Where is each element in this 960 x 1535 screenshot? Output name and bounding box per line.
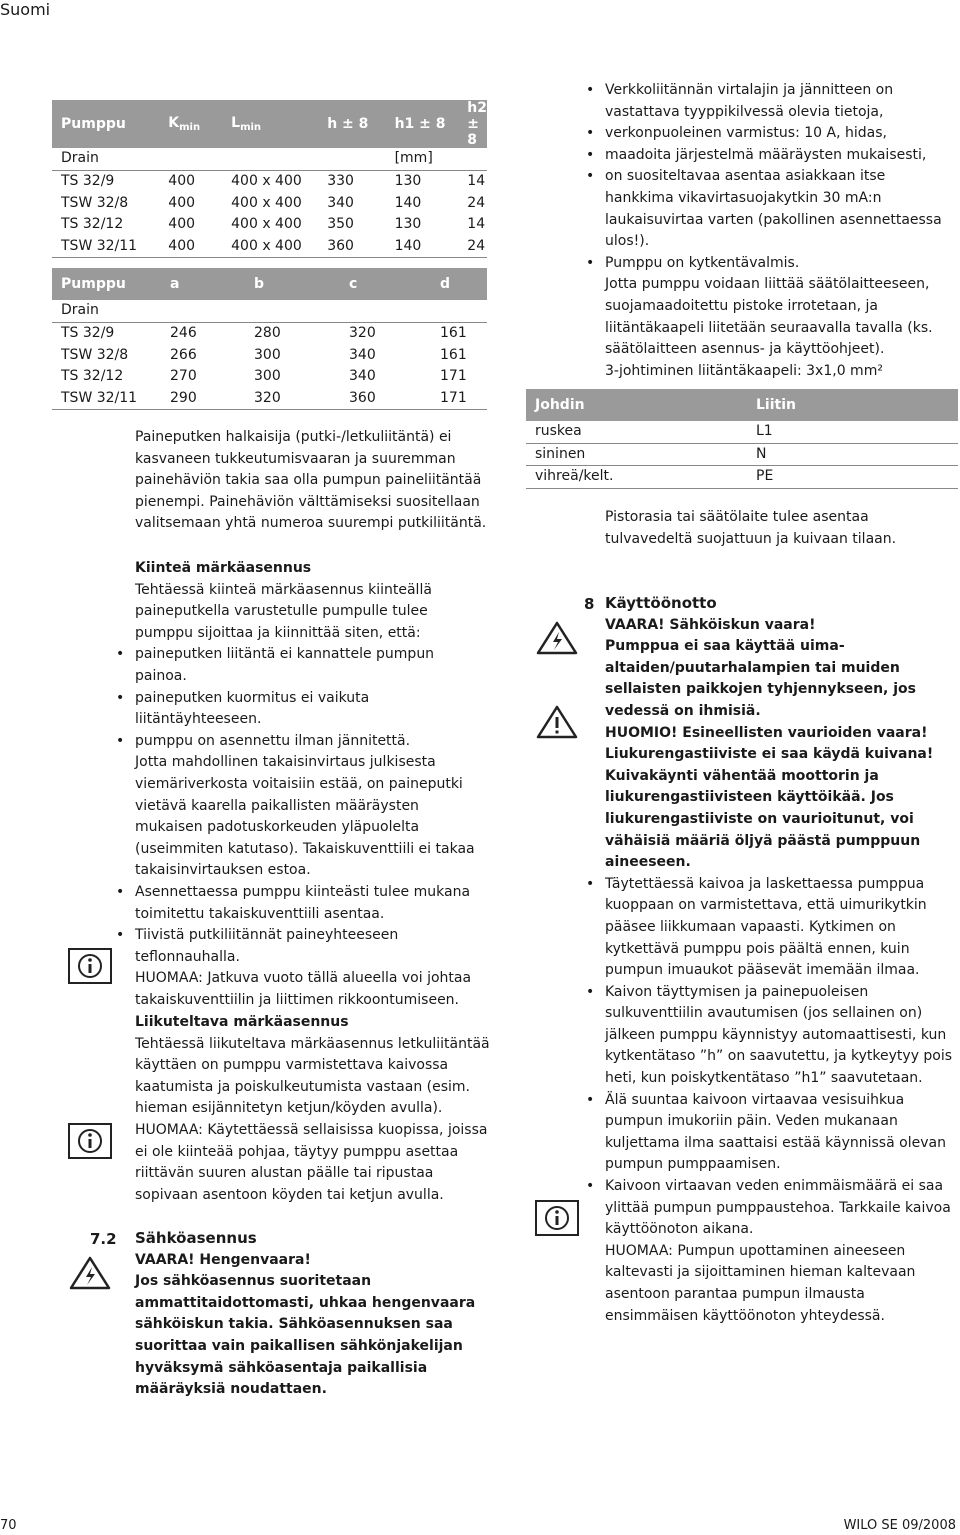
list-item: • Kaivoon virtaavan veden enimmäismäärä ei saa ylittää pumpun pumppaustehoa. Tarkkaile kaivoa käyttöönoton aikana.	[605, 1176, 955, 1241]
subsection-title: Liikuteltava märkäasennus	[135, 1014, 349, 1030]
table-header-row	[526, 389, 958, 421]
table-header-row	[52, 100, 487, 148]
table-row	[52, 366, 487, 388]
table-cell: 171	[440, 368, 467, 384]
list-item: • paineputken liitäntä ei kannattele pumpun painoa.	[135, 644, 490, 687]
table-cell: N	[747, 443, 958, 466]
warning-title: HUOMIO! Esineellisten vaurioiden vaara!	[605, 724, 928, 741]
table-cell: 340	[327, 194, 354, 211]
list-item: • Täytettäessä kaivoa ja laskettaessa pumppua kuoppaan on varmistettava, että uimurikytkin pääsee liikkumaan vapaasti. Kytkimen on kytkettävä pumppu pois päältä ennen, kuin pumpun imuaukot pääsevät imemään ilmaa.	[605, 874, 955, 982]
mobile-installation-section	[135, 1012, 490, 1206]
table-cell: 400	[168, 216, 196, 232]
dimensions-table-1	[52, 100, 487, 258]
table-cell: 400	[168, 173, 196, 189]
header-l-sub: min	[240, 122, 262, 133]
list-item-text: pumppu on asennettu ilman jännitettä.	[135, 732, 411, 749]
table-cell: 161	[440, 325, 467, 341]
table-cell: 400	[168, 194, 196, 211]
table-row	[526, 466, 958, 489]
list-item	[605, 253, 955, 383]
table-header-cell: h1 ± 8	[386, 100, 459, 148]
section-title: Käyttöönotto	[605, 594, 717, 612]
table-cell	[161, 300, 245, 323]
wire-connection-table	[526, 389, 958, 489]
table-cell: 330	[327, 173, 354, 189]
language-label: Suomi	[0, 0, 51, 19]
table-cell: 140	[386, 236, 459, 258]
table-cell: ruskea	[526, 421, 747, 443]
warning-text: Pumppua ei saa käyttää uima-altaiden/puutarhalampien tai muiden sellaisten paikkojen tyhjennykseen, jos vedessä on ihmisiä.	[605, 638, 916, 719]
table-row	[52, 236, 487, 258]
table-cell: L1	[747, 421, 958, 443]
warning-title: VAARA! Sähköiskun vaara!	[605, 616, 816, 633]
warning-icon	[535, 704, 579, 740]
table-header-cell: h ± 8	[318, 100, 385, 148]
table-row	[52, 148, 487, 171]
list-item: • paineputken kuormitus ei vaikuta liitäntäyhteeseen.	[135, 688, 490, 731]
table-cell	[159, 148, 222, 171]
list-item: • Asennettaessa pumppu kiinteästi tulee mukana toimitettu takaiskuventtiili asentaa.	[135, 882, 490, 925]
table-cell: 161	[440, 346, 467, 363]
table-cell: [mm]	[386, 148, 459, 171]
table-cell: 320	[245, 388, 340, 410]
table-row	[52, 193, 487, 215]
table-cell	[458, 148, 487, 171]
table-cell: 290	[161, 388, 245, 410]
table-cell: 320	[349, 325, 376, 341]
header-k: K	[168, 115, 180, 131]
table-cell: sininen	[526, 443, 747, 466]
table-cell: PE	[747, 466, 958, 489]
table-cell: 400 x 400	[222, 236, 318, 258]
bullet-list	[605, 80, 955, 382]
cable-spec: 3-johtiminen liitäntäkaapeli: 3x1,0 mm²	[605, 362, 883, 379]
info-icon	[68, 1123, 112, 1159]
subsection-title: Kiinteä märkäasennus	[135, 560, 312, 576]
table-cell: TS 32/12	[61, 368, 124, 384]
electrical-requirements	[605, 80, 955, 382]
table-cell: 400	[159, 236, 222, 258]
header-l: L	[231, 115, 241, 131]
table-header-cell: Johdin	[526, 389, 747, 421]
table-row	[526, 421, 958, 443]
section-number: 7.2	[90, 1230, 117, 1248]
table-cell: TSW 32/11	[52, 236, 159, 258]
body-text: Paineputken halkaisija (putki-/letkuliitäntä) ei kasvaneen tukkeutumisvaaran ja suuremman painehäviön takia saa olla pumpun paineliitäntää pienempi. Painehäviön välttämiseksi suositellaan valitsemaan yhtä numeroa suurempi putkiliitäntä.	[135, 429, 487, 532]
table-header-cell: b	[245, 268, 340, 300]
info-icon	[68, 948, 112, 984]
commissioning-section	[605, 593, 955, 1327]
body-text: Pistorasia tai säätölaite tulee asentaa tulvavedeltä suojattuun ja kuivaan tilaan.	[605, 509, 897, 547]
table-header-cell: Pumppu	[52, 100, 159, 148]
electric-hazard-icon	[68, 1255, 112, 1291]
body-text: Tehtäessä liikuteltava märkäasennus letkuliitäntää käyttäen on pumppu varmistettava kaivossa kaatumista ja poiskulkeutumista vastaan (esim. hieman esijännitetyn ketjun/köyden avulla).	[135, 1035, 490, 1117]
table-cell: 350	[327, 216, 354, 232]
table-cell: 340	[349, 368, 376, 384]
table-cell	[318, 148, 385, 171]
table-header-row	[52, 268, 487, 300]
list-item: • maadoita järjestelmä määräysten mukaisesti,	[605, 145, 955, 167]
note-text: HUOMAA: Pumpun upottaminen aineeseen kaltevasti ja sijoittaminen hieman kaltevaan asentoon parantaa pumpun ilmausta ensimmäisen käyttöönoton yhteydessä.	[605, 1242, 916, 1324]
footer-brand: WILO SE 09/2008	[843, 1518, 956, 1533]
header-k-sub: min	[179, 122, 201, 133]
note-text: HUOMAA: Jatkuva vuoto tällä alueella voi johtaa takaiskuventtiilin ja liittimen rikkoontumiseen.	[135, 970, 472, 1008]
table-header-cell: h2 ± 8	[458, 100, 487, 148]
table-cell: 340	[349, 346, 376, 363]
table-header-cell: Liitin	[747, 389, 958, 421]
table-cell: 400 x 400	[231, 173, 302, 189]
table-row	[52, 345, 487, 367]
list-item-text: Pumppu on kytkentävalmis.	[605, 254, 800, 271]
socket-note	[605, 507, 955, 550]
list-item: • Verkkoliitännän virtalajin ja jännitteen on vastattava tyyppikilvessä olevia tietoja,	[605, 80, 955, 123]
warning-text: Liukurengastiiviste ei saa käydä kuivana! Kuivakäynti vähentää moottorin ja liukurengastiivisteen käyttöikää. Jos liukurengastiiviste on vaurioitunut, voi vähäisiä määriä öljyä päästä pumppuun aineeseen.	[605, 746, 934, 871]
table-row	[52, 300, 487, 323]
table-cell: Drain	[52, 300, 161, 323]
table-cell: 400 x 400	[231, 194, 302, 211]
electrical-section	[135, 1228, 490, 1401]
table-cell: 266	[170, 346, 197, 363]
table-cell: 400 x 400	[231, 216, 302, 232]
table-header-cell: a	[161, 268, 245, 300]
list-item: • on suositeltavaa asentaa asiakkaan itse hankkima vikavirtasuojakytkin 30 mA:n laukaisuvirtaa varten (pakollinen asennettaessa ulos!).	[605, 166, 955, 252]
section-number: 8	[584, 595, 595, 613]
table-cell: vihreä/kelt.	[526, 466, 747, 489]
table-cell: 130	[394, 216, 422, 232]
table-row	[52, 214, 487, 236]
table-cell: 360	[340, 388, 431, 410]
table-header-cell: c	[340, 268, 431, 300]
table-cell	[222, 148, 318, 171]
electric-hazard-icon	[535, 620, 579, 656]
table-cell: 140	[394, 194, 422, 211]
table-cell: Drain	[52, 148, 159, 171]
list-item: • Älä suuntaa kaivoon virtaavaa vesisuihkua pumpun imukoriin päin. Veden mukanaan kuljettama ilma saattaisi estää käynnissä olevan pumpun pumppaamisen.	[605, 1090, 955, 1176]
table-cell: 171	[431, 388, 487, 410]
note-text: HUOMAA: Käytettäessä sellaisissa kuopissa, joissa ei ole kiinteää pohjaa, täytyy pumppu asettaa riittävän suuren alustan päälle tai ripustaa sopivaan asentoon köyden tai ketjun avulla.	[135, 1121, 488, 1203]
table-cell: 270	[170, 368, 197, 384]
table-cell	[245, 300, 340, 323]
info-icon	[535, 1200, 579, 1236]
table-cell: 24	[467, 194, 486, 211]
table-cell	[431, 300, 487, 323]
table-cell: 130	[394, 173, 422, 189]
table-header-cell	[159, 100, 222, 148]
list-item-continuation: Jotta pumppu voidaan liittää säätölaitteeseen, suojamaadoitettu pistoke irrotetaan, ja liitäntäkaapeli liitetään seuraavalla tavalla (ks. säätölaitteen asennus- ja käyttöohjeet).	[605, 276, 933, 358]
table-cell: 246	[170, 325, 197, 341]
table-cell: 360	[318, 236, 385, 258]
table-cell: TS 32/9	[61, 325, 115, 341]
table-header-cell: d	[431, 268, 487, 300]
table-row	[52, 388, 487, 410]
table-cell: TS 32/12	[61, 216, 124, 232]
list-item: • Kaivon täyttymisen ja painepuoleisen sulkuventtiilin avautumisen (jos sellainen on) jälkeen pumppu käynnistyy automaattisesti, kun kytkentätaso ”h” on saavutettu, ja kytkeytyy pois heti, kun poiskytkentätaso ”h1” saavutetaan.	[605, 982, 955, 1090]
table-cell	[340, 300, 431, 323]
list-item	[135, 731, 490, 882]
bullet-list	[135, 644, 490, 968]
pipe-diameter-paragraph	[135, 427, 490, 535]
table-row	[52, 323, 487, 345]
table-cell: 14	[467, 216, 486, 232]
bullet-list	[605, 874, 955, 1241]
warning-text: Jos sähköasennus suoritetaan ammattitaidottomasti, uhkaa hengenvaara sähköiskun takia. Sähköasennuksen saa suorittaa vain paikallisen sähkönjakelijan hyväksymä sähköasentaja paikallisia määräyksiä noudattaen.	[135, 1273, 476, 1398]
list-item: • Tiivistä putkiliitännät paineyhteeseen teflonnauhalla.	[135, 925, 490, 968]
table-cell: TSW 32/8	[61, 346, 129, 363]
table-cell: 24	[458, 236, 487, 258]
list-item-continuation: Jotta mahdollinen takaisinvirtaus julkisesta viemäriverkosta voitaisiin estää, on paineputki vietävä kaarella paikallisten määräysten mukaisen padotuskorkeuden yläpuolelta (useimmiten katutaso). Takaiskuventtiili ei takaa takaisinvirtauksen estoa.	[135, 754, 475, 879]
table-cell: TSW 32/11	[52, 388, 161, 410]
warning-title: VAARA! Hengenvaara!	[135, 1251, 311, 1268]
table-cell: TS 32/9	[61, 173, 115, 189]
table-row	[526, 443, 958, 466]
table-cell: TSW 32/8	[61, 194, 129, 211]
table-header-cell	[222, 100, 318, 148]
table-cell: 280	[254, 325, 281, 341]
table-cell: 300	[254, 368, 281, 384]
list-item: • verkonpuoleinen varmistus: 10 A, hidas,	[605, 123, 955, 145]
table-cell: 14	[467, 173, 486, 189]
body-text: Tehtäessä kiinteä märkäasennus kiinteällä paineputkella varustetulle pumpulle tulee pumppu sijoittaa ja kiinnittää siten, että:	[135, 581, 432, 641]
dimensions-table-2	[52, 268, 487, 410]
table-cell: 300	[254, 346, 281, 363]
table-header-cell: Pumppu	[52, 268, 161, 300]
fixed-installation-section	[135, 558, 490, 1011]
page-number: 70	[0, 1518, 17, 1533]
table-row	[52, 171, 487, 193]
section-title: Sähköasennus	[135, 1229, 257, 1247]
